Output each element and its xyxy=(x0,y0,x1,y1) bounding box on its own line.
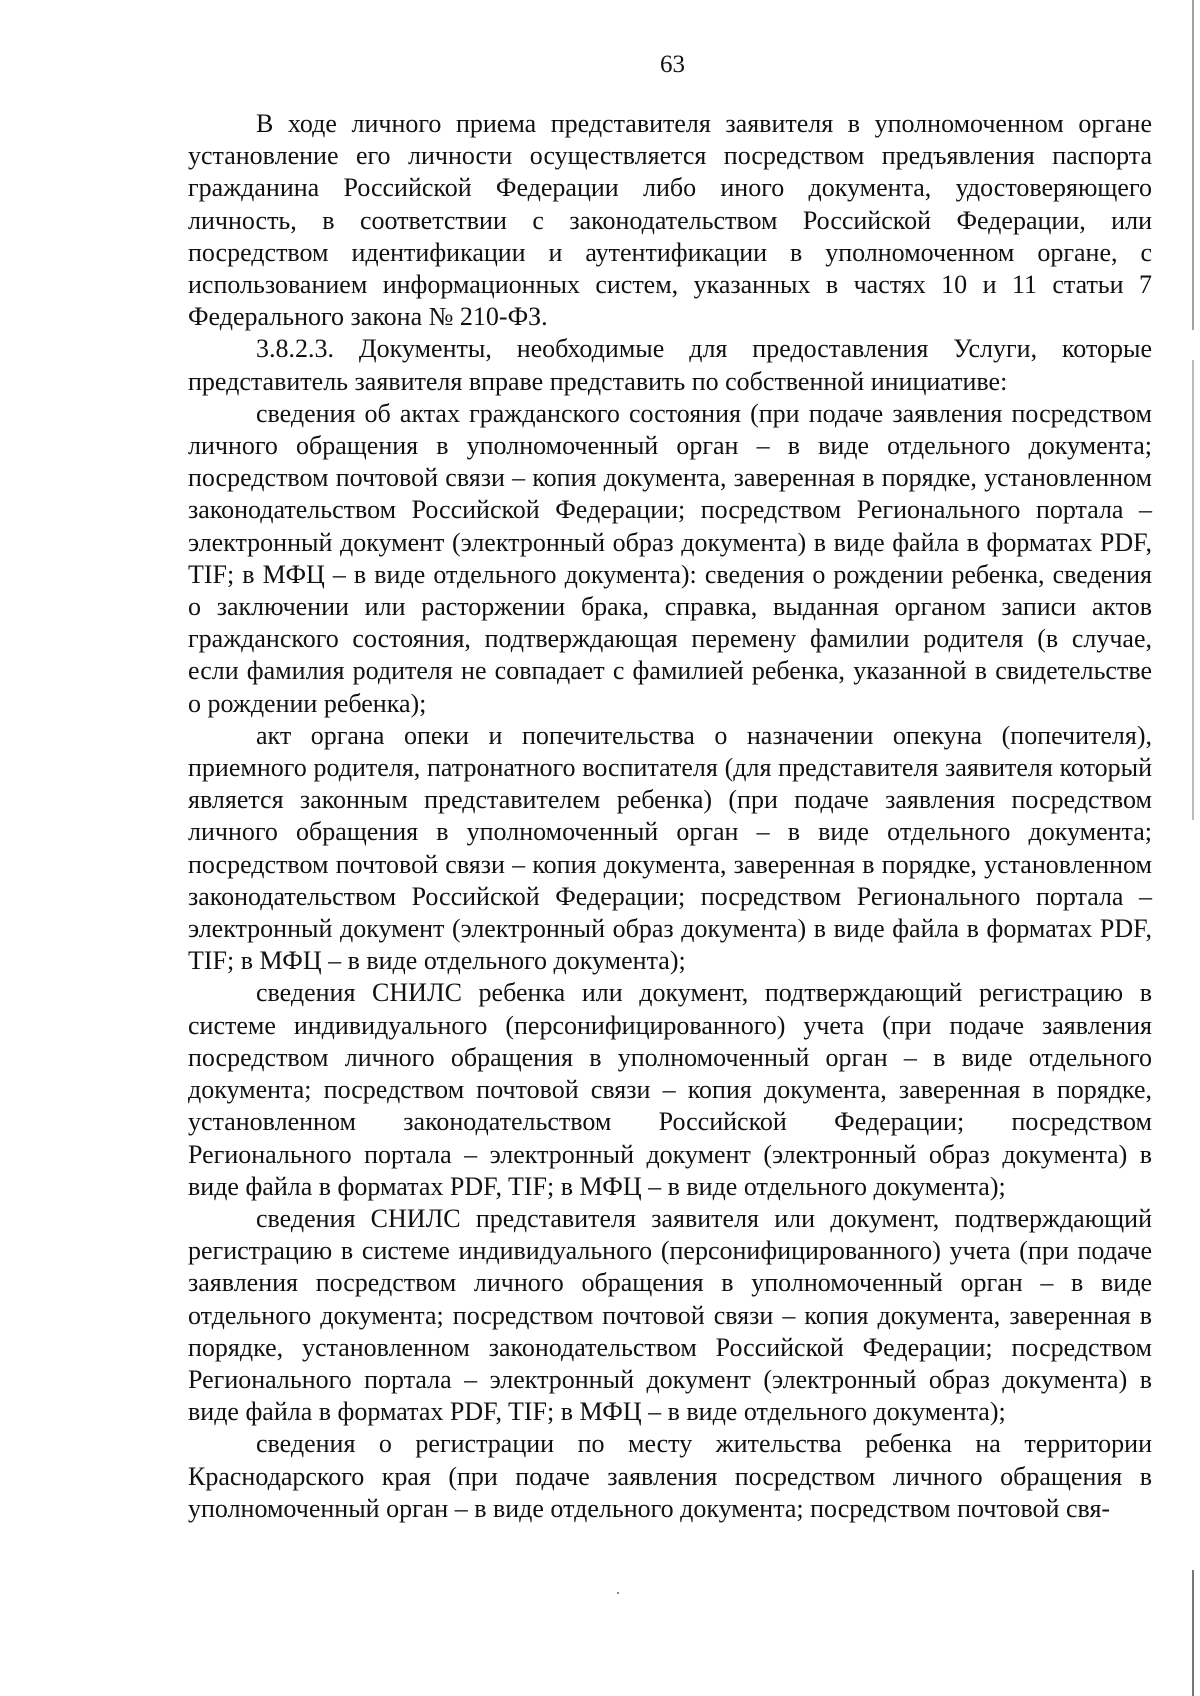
paragraph-civil-status-records: сведения об актах гражданского состояния (при подаче заявления посредством личного обращения в уполномоченный орган – в виде отдельного документа; посредством почтовой связи – копия документа, заверенная в порядке, установленном законодательством Российской Федерации; посредством Регионального портала – электронный документ (электронный образ документа) в виде файла в форматах PDF, TIF; в МФЦ – в виде отдельного документа): сведения о рождении ребенка, сведения о заключении или расторжении брака, справка, выданная органом записи актов гражданского состояния, подтверждающая перемену фамилии родителя (в случае, если фамилия родителя не совпадает с фамилией ребенка, указанной в свидетельстве о рождении ребенка); xyxy=(188,398,1152,718)
document-body xyxy=(188,108,1152,1525)
paragraph-guardianship-act: акт органа опеки и попечительства о назначении опекуна (попечителя), приемного родителя, патронатного воспитателя (для представителя заявителя который является законным представителем ребенка) (при подаче заявления посредством личного обращения в уполномоченный орган – в виде отдельного документа; посредством почтовой связи – копия документа, заверенная в порядке, установленном законодательством Российской Федерации; посредством Регионального портала – электронный документ (электронный образ документа) в виде файла в форматах PDF, TIF; в МФЦ – в виде отдельного документа); xyxy=(188,720,1152,976)
paragraph-section-3-8-2-3: 3.8.2.3. Документы, необходимые для предоставления Услуги, которые представитель заявителя вправе представить по собственной инициативе: xyxy=(188,334,1152,396)
paragraph-child-snils: сведения СНИЛС ребенка или документ, подтверждающий регистрацию в системе индивидуального (персонифицированного) учета (при подаче заявления посредством личного обращения в уполномоченный орган – в виде отдельного документа; посредством почтовой связи – копия документа, заверенная в порядке, установленном законодательством Российской Федерации; посредством Регионального портала – электронный документ (электронный образ документа) в виде файла в форматах PDF, TIF; в МФЦ – в виде отдельного документа); xyxy=(188,978,1152,1201)
paragraph-identity-verification: В ходе личного приема представителя заявителя в уполномоченном органе установление его личности осуществляется посредством предъявления паспорта гражданина Российской Федерации либо иного документа, удостоверяющего личность, в соответствии с законодательством Российской Федерации, или посредством идентификации и аутентификации в уполномоченном органе, с использованием информационных систем, указанных в частях 10 и 11 статьи 7 Федерального закона № 210-ФЗ. xyxy=(188,109,1152,332)
scan-edge-mark xyxy=(1192,1570,1194,1696)
paragraph-representative-snils: сведения СНИЛС представителя заявителя или документ, подтверждающий регистрацию в системе индивидуального (персонифицированного) учета (при подаче заявления посредством личного обращения в уполномоченный орган – в виде отдельного документа; посредством почтовой связи – копия документа, заверенная в порядке, установленном законодательством Российской Федерации; посредством Регионального портала – электронный документ (электронный образ документа) в виде файла в форматах PDF, TIF; в МФЦ – в виде отдельного документа); xyxy=(188,1203,1152,1427)
scan-edge-mark xyxy=(1192,0,1194,330)
scan-edge-mark xyxy=(1192,360,1194,820)
paragraph-residence-registration: сведения о регистрации по месту жительства ребенка на территории Краснодарского края (при подаче заявления посредством личного обращения в уполномоченный орган – в виде отдельного документа; посредством почтовой свя- xyxy=(188,1429,1152,1523)
scan-speck xyxy=(617,1592,619,1594)
page-number: 63 xyxy=(660,51,685,78)
